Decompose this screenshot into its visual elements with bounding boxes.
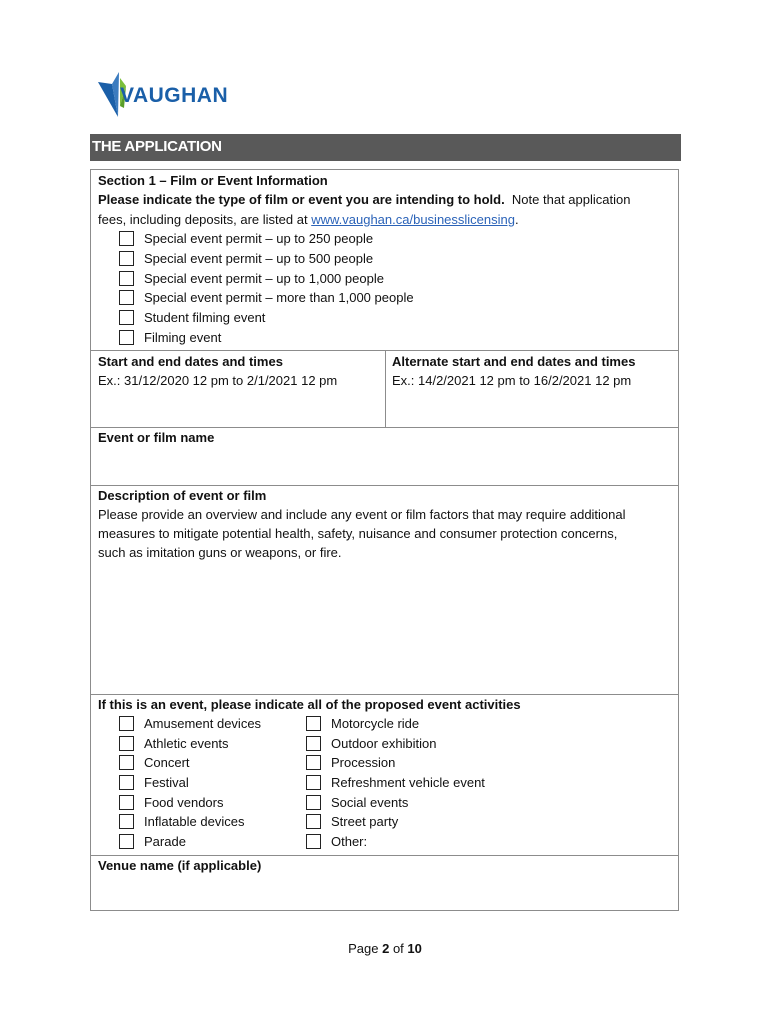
checkbox-activity-right-4[interactable] [306, 775, 321, 790]
checkbox-activity-left-1[interactable] [119, 716, 134, 731]
instruction-bold: Please indicate the type of film or event you are intending to hold. [98, 192, 505, 207]
activity-label: Refreshment vehicle event [331, 775, 485, 790]
description-label: Description of event or film [98, 488, 267, 503]
event-type-label: Student filming event [144, 310, 266, 325]
activity-label: Other: [331, 834, 368, 849]
checkbox-event-type-3[interactable] [119, 271, 134, 286]
description-line: Please provide an overview and include any event or film factors that may require additional [98, 507, 626, 522]
page-footer [0, 941, 770, 956]
activity-label: Procession [331, 755, 396, 770]
checkbox-event-type-4[interactable] [119, 290, 134, 305]
activity-label: Parade [144, 834, 186, 849]
activity-label: Amusement devices [144, 716, 262, 731]
event-type-label: Filming event [144, 330, 222, 345]
event-type-label: Special event permit – up to 250 people [144, 231, 374, 246]
activities-label: If this is an event, please indicate all of the proposed event activities [98, 697, 521, 712]
checkbox-activity-left-4[interactable] [119, 775, 134, 790]
checkbox-event-type-1[interactable] [119, 231, 134, 246]
checkbox-activity-left-2[interactable] [119, 736, 134, 751]
checkbox-activity-right-5[interactable] [306, 795, 321, 810]
activity-label: Festival [144, 775, 189, 790]
venue-label: Venue name (if applicable) [98, 858, 262, 873]
page-total: 10 [407, 941, 422, 956]
page-of: of [392, 941, 404, 956]
checkbox-activity-left-7[interactable] [119, 834, 134, 849]
dates-label: Start and end dates and times [98, 354, 283, 369]
checkbox-activity-left-3[interactable] [119, 755, 134, 770]
alt-dates-example: Ex.: 14/2/2021 12 pm to 16/2/2021 12 pm [392, 373, 632, 388]
event-name-label: Event or film name [98, 430, 215, 445]
activity-label: Outdoor exhibition [331, 736, 437, 751]
checkbox-event-type-6[interactable] [119, 330, 134, 345]
instruction-line-1 [98, 190, 630, 210]
logo-text: VAUGHAN [120, 84, 229, 107]
section-heading: Section 1 – Film or Event Information [98, 173, 328, 188]
checkbox-activity-right-2[interactable] [306, 736, 321, 751]
checkbox-activity-right-1[interactable] [306, 716, 321, 731]
checkbox-activity-right-6[interactable] [306, 814, 321, 829]
activity-label: Athletic events [144, 736, 229, 751]
banner-title: THE APPLICATION [92, 138, 222, 155]
checkbox-activity-right-3[interactable] [306, 755, 321, 770]
event-type-label: Special event permit – up to 500 people [144, 251, 374, 266]
description-line: such as imitation guns or weapons, or fire. [98, 545, 342, 560]
event-type-label: Special event permit – more than 1,000 people [144, 290, 414, 305]
checkbox-activity-left-5[interactable] [119, 795, 134, 810]
checkbox-activity-right-7[interactable] [306, 834, 321, 849]
activity-label: Inflatable devices [144, 814, 245, 829]
activity-label: Food vendors [144, 795, 224, 810]
description-line: measures to mitigate potential health, safety, nuisance and consumer protection concerns, [98, 526, 618, 541]
activity-label: Motorcycle ride [331, 716, 420, 731]
activity-label: Street party [331, 814, 399, 829]
section-banner [90, 134, 681, 161]
checkbox-activity-left-6[interactable] [119, 814, 134, 829]
page-prefix: Page [348, 941, 379, 956]
instruction-rest: Note that application [511, 192, 631, 207]
activity-label: Concert [144, 755, 190, 770]
page-number: 2 [382, 941, 390, 956]
dates-example: Ex.: 31/12/2020 12 pm to 2/1/2021 12 pm [98, 373, 338, 388]
alt-dates-label: Alternate start and end dates and times [392, 354, 636, 369]
checkbox-event-type-5[interactable] [119, 310, 134, 325]
instruction-line2-text: fees, including deposits, are listed at [98, 212, 308, 227]
instruction-line-2 [98, 210, 519, 230]
business-licensing-link[interactable]: www.vaughan.ca/businesslicensing [311, 212, 515, 227]
event-type-label: Special event permit – up to 1,000 people [144, 271, 384, 286]
checkbox-event-type-2[interactable] [119, 251, 134, 266]
link-suffix: . [515, 212, 519, 227]
activity-label: Social events [331, 795, 409, 810]
application-form [90, 169, 679, 911]
